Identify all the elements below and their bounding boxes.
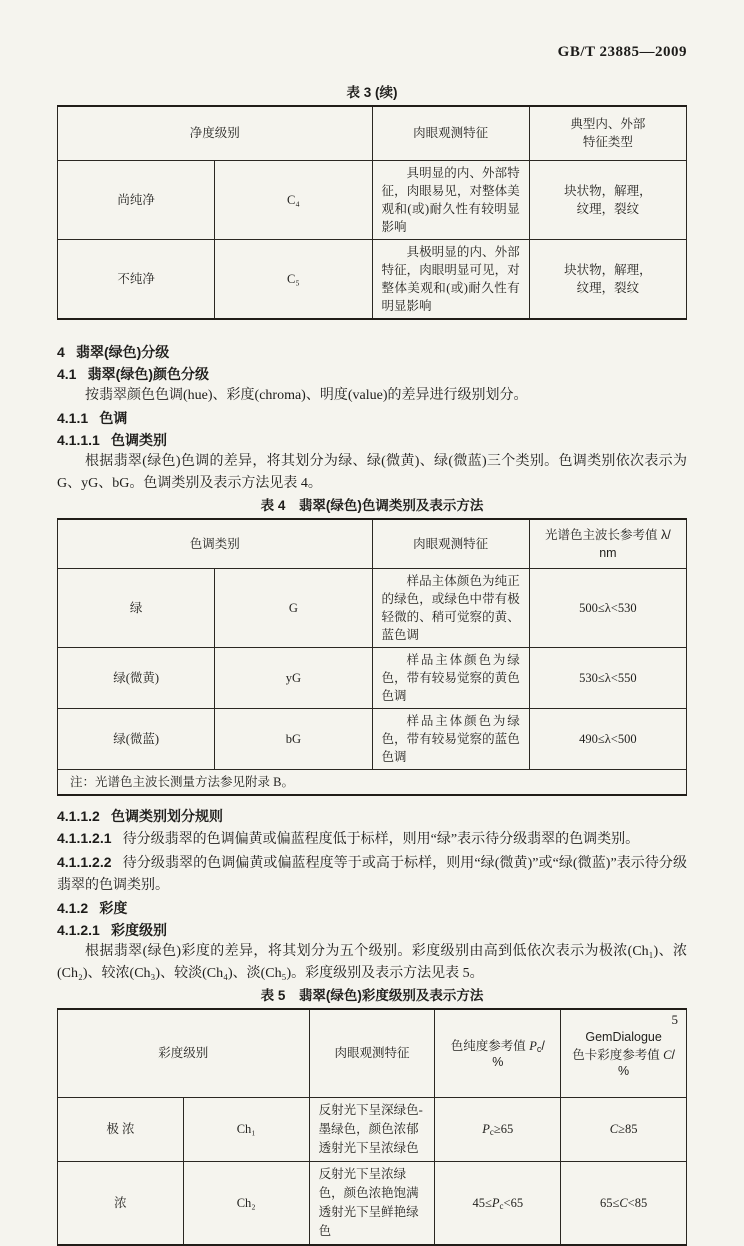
hue-wavelength: 530≤λ<550	[529, 648, 686, 709]
hue-name: 绿	[58, 569, 215, 648]
standard-code: GB/T 23885—2009	[557, 44, 687, 60]
table4-row-yellowish-green	[58, 648, 687, 709]
table3-header-grade: 净度级别	[58, 106, 373, 160]
hue-desc: 样品主体颜色为绿色，带有较易觉察的黄色色调	[372, 648, 529, 709]
chroma-card-value: C≥85	[561, 1097, 687, 1161]
table4-header-wavelength: 光谱色主波长参考值 λ/ nm	[529, 519, 686, 569]
chroma-name: 极 浓	[58, 1097, 184, 1161]
paragraph-4-1-2-1: 根据翡翠(绿色)彩度的差异，将其划分为五个级别。彩度级别由高到低依次表示为极浓(Ch₁)、浓(Ch₂)、较浓(Ch₃)、较淡(Ch₄)、淡(Ch₅)。彩度级别及表示方法见表 5。	[57, 944, 687, 981]
table4-note: 注：光谱色主波长测量方法参见附录 B。	[58, 770, 687, 796]
heading-4-1-1: 4.1.1 色调	[57, 409, 128, 426]
section-4-1-1-2	[57, 805, 687, 985]
grade-desc: 具极明显的内、外部特征，肉眼明显可见，对整体美观和(或)耐久性有明显影响	[372, 239, 529, 319]
heading-4: 4 翡翠(绿色)分级	[57, 343, 170, 360]
table3-header-observation: 肉眼观测特征	[372, 106, 529, 160]
grade-symbol: C₅	[215, 239, 372, 319]
table3-header-type: 典型内、外部 特征类型	[529, 106, 686, 160]
table5-header-gemdialogue: GemDialogue 色卡彩度参考值 C/ %	[561, 1009, 687, 1097]
grade-types: 块状物，解理， 纹理，裂纹	[529, 239, 686, 319]
chroma-purity-value: $45\le P_c<65$	[435, 1161, 561, 1245]
hue-wavelength: 490≤λ<500	[529, 709, 686, 770]
table5-header-purity: 色纯度参考值 $P_c/$ %	[435, 1009, 561, 1097]
chroma-name: 浓	[58, 1161, 184, 1245]
grade-types: 块状物，解理， 纹理，裂纹	[529, 160, 686, 239]
hue-desc: 样品主体颜色为纯正的绿色，或绿色中带有极轻微的、稍可觉察的黄、蓝色调	[372, 569, 529, 648]
paragraph-4-1-1-2-1: 4.1.1.2.1 待分级翡翠的色调偏黄或偏蓝程度低于标样，则用“绿”表示待分级翡翠的色调类别。	[57, 830, 640, 847]
section-4	[57, 341, 687, 495]
hue-name: 绿(微黄)	[58, 648, 215, 709]
chroma-purity-value: $P_c\ge 65$	[435, 1097, 561, 1161]
heading-4-1-2-1: 4.1.2.1 彩度级别	[57, 922, 168, 938]
paragraph-4-1-1-2-2: 4.1.1.2.2 待分级翡翠的色调偏黄或偏蓝程度等于或高于标样，则用“绿(微黄)”或“绿(微蓝)”表示待分级翡翠的色调类别。	[57, 854, 687, 893]
table4-header-observation: 肉眼观测特征	[372, 519, 529, 569]
table4-title: 表 4 翡翠(绿色)色调类别及表示方法	[260, 497, 484, 513]
table5-header-observation: 肉眼观测特征	[309, 1009, 435, 1097]
hue-wavelength: 500≤λ<530	[529, 569, 686, 648]
heading-4-1-1-1: 4.1.1.1 色调类别	[57, 431, 168, 448]
table5-title: 表 5 翡翠(绿色)彩度级别及表示方法	[260, 988, 484, 1003]
heading-4-1: 4.1 翡翠(绿色)颜色分级	[57, 365, 209, 382]
table4-hue-categories	[57, 518, 687, 797]
table3-header-row	[58, 106, 687, 160]
chroma-desc: 反射光下呈浓绿色，颜色浓艳饱满 透射光下呈鲜艳绿色	[309, 1161, 435, 1245]
table4-header-row	[58, 519, 687, 569]
grade-name: 不纯净	[58, 239, 215, 319]
table4-note-row	[58, 770, 687, 796]
paragraph-4-1-1-1: 根据翡翠(绿色)色调的差异，将其划分为绿、绿(微黄)、绿(微蓝)三个类别。色调类别依次表示为G、yG、bG。色调类别及表示方法见表 4。	[57, 453, 687, 491]
hue-symbol: yG	[215, 648, 372, 709]
table5-chroma-grades	[57, 1008, 687, 1246]
chroma-symbol: Ch₂	[183, 1161, 309, 1245]
table3-row-c5	[58, 239, 687, 319]
table4-header-category: 色调类别	[58, 519, 373, 569]
chroma-desc: 反射光下呈深绿色-墨绿色，颜色浓郁 透射光下呈浓绿色	[309, 1097, 435, 1161]
table5-row-ch2	[58, 1161, 687, 1245]
grade-desc: 具明显的内、外部特征，肉眼易见，对整体美观和(或)耐久性有较明显影响	[372, 160, 529, 239]
hue-desc: 样品主体颜色为绿色，带有较易觉察的蓝色色调	[372, 709, 529, 770]
table3-row-c4	[58, 160, 687, 239]
grade-name: 尚纯净	[58, 160, 215, 239]
hue-symbol: G	[215, 569, 372, 648]
table4-row-green	[58, 569, 687, 648]
hue-name: 绿(微蓝)	[58, 709, 215, 770]
heading-4-1-1-2: 4.1.1.2 色调类别划分规则	[57, 808, 224, 824]
chroma-card-value: 65≤C<85	[561, 1161, 687, 1245]
page-number: 5	[671, 1012, 678, 1027]
table5-header-category: 彩度级别	[58, 1009, 310, 1097]
paragraph-4-1: 按翡翠颜色色调(hue)、彩度(chroma)、明度(value)的差异进行级别划分。	[85, 387, 528, 403]
chroma-symbol: Ch₁	[183, 1097, 309, 1161]
table3-title: 表 3 (续)	[346, 85, 398, 100]
hue-symbol: bG	[215, 709, 372, 770]
table3-clarity-grades	[57, 105, 687, 320]
table5-header-row	[58, 1009, 687, 1097]
grade-symbol: C₄	[215, 160, 372, 239]
heading-4-1-2: 4.1.2 彩度	[57, 900, 128, 916]
table4-row-bluish-green	[58, 709, 687, 770]
table5-row-ch1	[58, 1097, 687, 1161]
